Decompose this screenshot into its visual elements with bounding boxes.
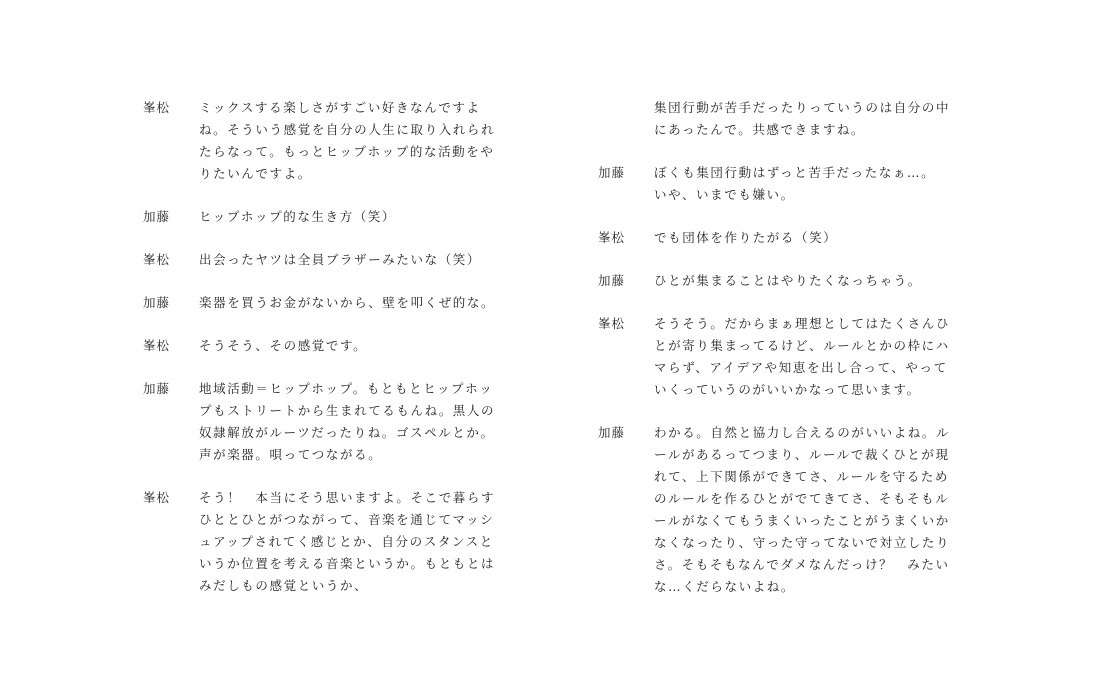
dialogue-line: ールがあるってつまり、ルールで裁くひとが現 xyxy=(654,447,950,462)
dialogue-line: な…くだらないよね。 xyxy=(654,579,796,594)
dialogue-line: いや、いまでも嫌い。 xyxy=(654,187,795,202)
dialogue-text xyxy=(654,270,968,292)
dialogue-line: ミックスする楽しさがすごい好きなんですよ xyxy=(199,100,481,115)
dialogue-text xyxy=(654,162,968,206)
dialogue-line: いくっていうのがいいかなって思います。 xyxy=(654,382,921,397)
dialogue-line: 出会ったヤツは全員ブラザーみたいな（笑） xyxy=(199,252,482,267)
dialogue-line: みだしもの感覚というか、 xyxy=(199,578,369,593)
dialogue-line: ひととひとがつながって、音楽を通じてマッシ xyxy=(199,512,495,527)
dialogue-line: のルールを作るひとがでてきてさ、そもそもル xyxy=(654,491,950,506)
dialogue-entry xyxy=(598,227,968,249)
dialogue-text xyxy=(654,97,968,141)
speaker-name xyxy=(598,97,654,141)
dialogue-text xyxy=(199,206,513,228)
speaker-name: 峯松 xyxy=(598,316,626,331)
right-column xyxy=(598,97,968,619)
dialogue-line: れて、上下関係ができてさ、ルールを守るため xyxy=(654,469,950,484)
speaker-name: 峯松 xyxy=(143,338,171,353)
speaker-name: 峯松 xyxy=(143,252,171,267)
dialogue-line: たらなって。もっとヒップホップ的な活動をや xyxy=(199,144,495,159)
dialogue-entry xyxy=(598,97,968,141)
dialogue-line: さ。そもそもなんでダメなんだっけ？ みたい xyxy=(654,557,950,572)
dialogue-text xyxy=(654,422,968,598)
speaker-name: 加藤 xyxy=(598,165,626,180)
dialogue-text xyxy=(199,335,513,357)
dialogue-line: とが寄り集まってるけど、ルールとかの枠にハ xyxy=(654,338,950,353)
dialogue-line: りたいんですよ。 xyxy=(199,166,312,181)
dialogue-entry xyxy=(598,313,968,401)
dialogue-line: いうか位置を考える音楽というか。もともとは xyxy=(199,556,496,571)
dialogue-entry xyxy=(143,249,513,271)
dialogue-text xyxy=(199,249,513,271)
dialogue-line: ぼくも集団行動はずっと苦手だったなぁ…。 xyxy=(654,165,936,180)
dialogue-entry xyxy=(143,335,513,357)
dialogue-entry xyxy=(143,97,513,185)
dialogue-line: にあったんで。共感できますね。 xyxy=(654,122,866,137)
dialogue-line: 奴隷解放がルーツだったりね。ゴスペルとか。 xyxy=(199,425,495,440)
speaker-name: 加藤 xyxy=(598,273,626,288)
dialogue-entry xyxy=(598,270,968,292)
dialogue-line: ね。そういう感覚を自分の人生に取り入れられ xyxy=(199,122,496,137)
dialogue-text xyxy=(199,487,513,597)
dialogue-text xyxy=(654,313,968,401)
dialogue-entry xyxy=(143,292,513,314)
dialogue-text xyxy=(199,292,513,314)
dialogue-line: そう！ 本当にそう思いますよ。そこで暮らす xyxy=(199,490,496,505)
dialogue-entry xyxy=(143,378,513,466)
dialogue-line: ヒップホップ的な生き方（笑） xyxy=(199,209,397,224)
dialogue-line: マらず、アイデアや知恵を出し合って、やって xyxy=(654,360,948,375)
dialogue-line: 地域活動＝ヒップホップ。もともとヒップホッ xyxy=(199,381,494,396)
speaker-name: 峯松 xyxy=(598,230,626,245)
dialogue-line: そうそう。だからまぁ理想としてはたくさんひ xyxy=(654,316,951,331)
speaker-name: 峯松 xyxy=(143,100,171,115)
dialogue-entry xyxy=(598,422,968,598)
speaker-name: 加藤 xyxy=(143,209,171,224)
dialogue-line: わかる。自然と協力し合えるのがいいよね。ル xyxy=(654,425,951,440)
dialogue-entry xyxy=(598,162,968,206)
dialogue-line: そうそう、その感覚です。 xyxy=(199,338,368,353)
dialogue-line: ールがなくてもうまくいったことがうまくいか xyxy=(654,513,950,528)
speaker-name: 加藤 xyxy=(143,381,171,396)
dialogue-line: でも団体を作りたがる（笑） xyxy=(654,230,838,245)
dialogue-line: なくなったり、守った守ってないで対立したり xyxy=(654,535,951,550)
left-column xyxy=(143,97,513,618)
dialogue-line: 楽器を買うお金がないから、壁を叩くぜ的な。 xyxy=(199,295,496,310)
dialogue-text xyxy=(199,378,513,466)
dialogue-line: 集団行動が苦手だったりっていうのは自分の中 xyxy=(654,100,951,115)
dialogue-entry xyxy=(143,206,513,228)
speaker-name: 加藤 xyxy=(598,425,626,440)
speaker-name: 加藤 xyxy=(143,295,171,310)
dialogue-entry xyxy=(143,487,513,597)
dialogue-line: ュアップされてく感じとか、自分のスタンスと xyxy=(199,534,494,549)
dialogue-text xyxy=(199,97,513,185)
dialogue-line: プもストリートから生まれてるもんね。黒人の xyxy=(199,403,496,418)
dialogue-line: 声が楽器。唄ってつながる。 xyxy=(199,447,383,462)
speaker-name: 峯松 xyxy=(143,490,171,505)
dialogue-line: ひとが集まることはやりたくなっちゃう。 xyxy=(654,273,922,288)
dialogue-text xyxy=(654,227,968,249)
